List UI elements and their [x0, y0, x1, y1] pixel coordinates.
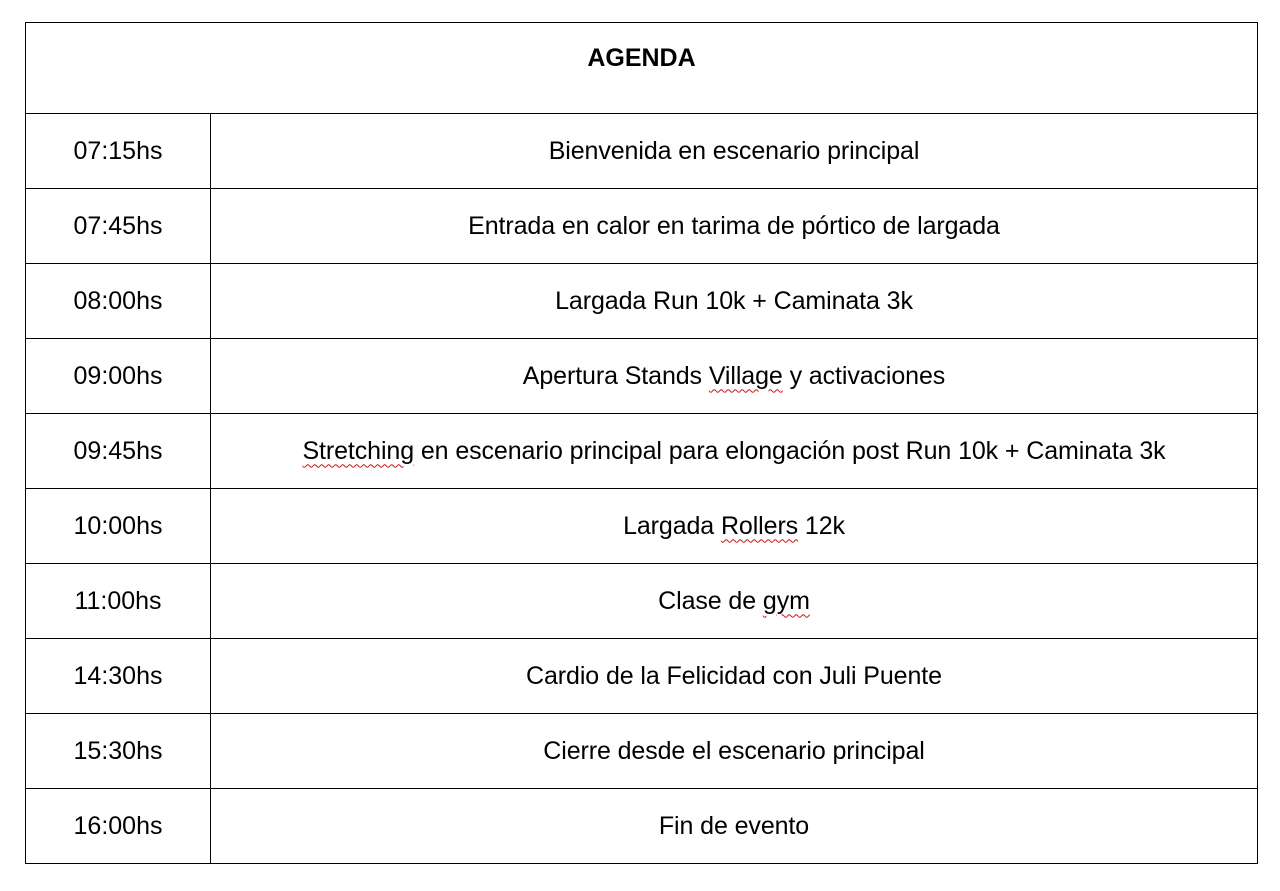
description-cell: Bienvenida en escenario principal: [211, 114, 1258, 189]
table-row: [26, 789, 1258, 864]
table-row: [26, 639, 1258, 714]
time-cell: 11:00hs: [26, 564, 211, 639]
table-row: [26, 339, 1258, 414]
agenda-table: [25, 22, 1258, 864]
spellcheck-word: gym: [762, 586, 810, 615]
time-cell: 09:00hs: [26, 339, 211, 414]
time-cell: 14:30hs: [26, 639, 211, 714]
table-row: [26, 489, 1258, 564]
time-cell: 15:30hs: [26, 714, 211, 789]
time-cell: 08:00hs: [26, 264, 211, 339]
time-cell: 16:00hs: [26, 789, 211, 864]
description-cell: Clase de gym: [211, 564, 1258, 639]
description-cell: Apertura Stands Village y activaciones: [211, 339, 1258, 414]
table-row: [26, 114, 1258, 189]
table-row: [26, 189, 1258, 264]
description-cell: Entrada en calor en tarima de pórtico de largada: [211, 189, 1258, 264]
spellcheck-word: Rollers: [720, 511, 799, 540]
time-cell: 09:45hs: [26, 414, 211, 489]
description-cell: Largada Rollers 12k: [211, 489, 1258, 564]
description-cell: Stretching en escenario principal para elongación post Run 10k + Caminata 3k: [211, 414, 1258, 489]
table-row: [26, 714, 1258, 789]
description-cell: Fin de evento: [211, 789, 1258, 864]
description-cell: Cardio de la Felicidad con Juli Puente: [211, 639, 1258, 714]
time-cell: 10:00hs: [26, 489, 211, 564]
time-cell: 07:15hs: [26, 114, 211, 189]
agenda-body: [26, 114, 1258, 864]
description-cell: Largada Run 10k + Caminata 3k: [211, 264, 1258, 339]
description-cell: Cierre desde el escenario principal: [211, 714, 1258, 789]
table-row: [26, 414, 1258, 489]
table-row: [26, 264, 1258, 339]
agenda-title: AGENDA: [26, 23, 1258, 114]
time-cell: 07:45hs: [26, 189, 211, 264]
table-row: [26, 564, 1258, 639]
spellcheck-word: Village: [708, 361, 783, 390]
spellcheck-word: Stretching: [302, 436, 415, 465]
